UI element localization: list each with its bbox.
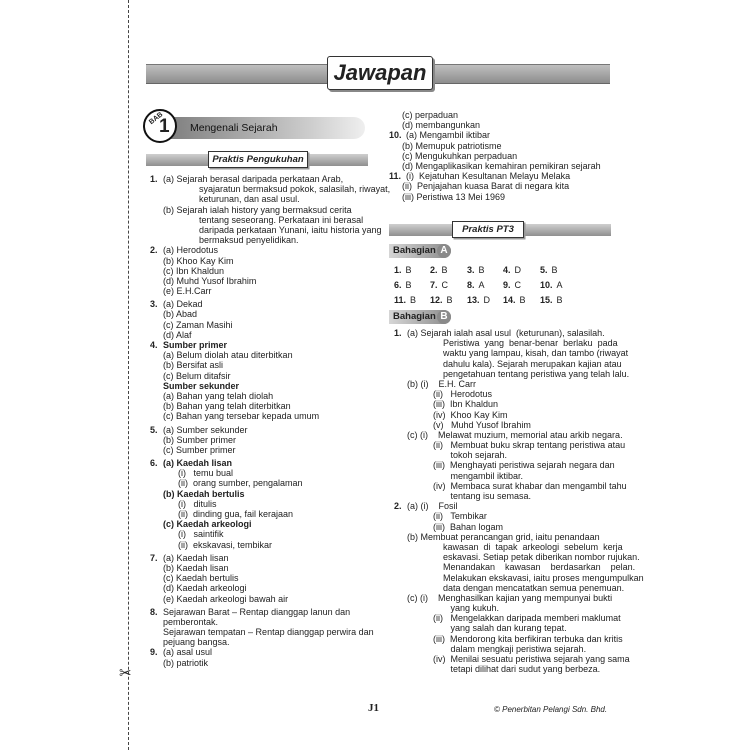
mcq-answer (467, 295, 490, 305)
chapter-header (143, 109, 368, 145)
answer-line (150, 401, 390, 411)
answer-text: (d) membangunkan (402, 120, 481, 131)
answer-line (150, 658, 390, 668)
answer-text: tetapi dilihat dari sudut yang berbeza. (433, 664, 601, 675)
answer-line (150, 330, 390, 340)
answer-text: (d) Alaf (163, 329, 192, 340)
mcq-letter: D (483, 295, 491, 305)
answer-line (394, 491, 644, 501)
answer-line (394, 450, 644, 460)
answer-text: (ii) dinding gua, fail kerajaan (178, 509, 294, 519)
mcq-answer (467, 280, 485, 290)
mcq-answer (394, 295, 416, 305)
answer-line (394, 511, 644, 521)
answer-text: syajaratun bermaksud pokok, salasilah, riwayat, (199, 184, 391, 195)
answer-text: (b) Bersifat asli (163, 360, 224, 371)
mcq-answer (540, 295, 563, 305)
answer-line (150, 647, 390, 657)
answer-text: (a) Bahan yang telah diolah (163, 390, 274, 401)
answer-line (150, 350, 390, 360)
answer-line (150, 235, 390, 245)
answer-line (150, 435, 390, 445)
answer-text: (i) Kejatuhan Kesultanan Melayu Melaka (406, 171, 571, 182)
answer-line (150, 445, 390, 455)
answer-line (150, 381, 390, 391)
answer-text: tentang isu semasa. (433, 491, 532, 501)
question-number: 4. (150, 340, 158, 350)
question-number: 9. (150, 647, 158, 658)
answer-text: (iii) Peristiwa 13 Mei 1969 (402, 191, 506, 202)
answer-text: (ii) ekskavasi, tembikar (178, 539, 273, 550)
answer-text: (a) asal usul (163, 647, 213, 658)
answer-text: dahulu kala). Sejarah merupakan kajian atau (443, 358, 622, 369)
answer-line (394, 552, 644, 562)
chapter-title: Mengenali Sejarah (190, 122, 278, 134)
answer-text: (b) Sumber primer (163, 434, 237, 445)
question-number: 2. (150, 245, 158, 256)
mcq-letter: B (556, 295, 563, 305)
answer-text: Peristiwa yang benar-benar berlaku pada (443, 338, 618, 349)
answer-text: mengambil iktibar. (433, 470, 524, 481)
answer-line (389, 192, 601, 202)
right-answers-top (389, 110, 601, 202)
mcq-number: 8. (467, 280, 475, 290)
answer-text: dalam mengkaji peristiwa sejarah. (433, 643, 587, 654)
answer-text: (e) E.H.Carr (163, 286, 212, 297)
mcq-answer (394, 265, 412, 275)
answer-text: (c) perpaduan (402, 110, 459, 120)
answer-text: (v) Muhd Yusof Ibrahim (433, 419, 531, 430)
answer-text: (a) Mengambil iktibar (406, 130, 491, 141)
answer-text: (a) Kaedah lisan (163, 552, 229, 563)
mcq-answer (503, 265, 521, 275)
answer-line (389, 120, 601, 130)
answer-line (150, 266, 390, 276)
answer-line (394, 603, 644, 613)
answer-line (394, 481, 644, 491)
answer-line (394, 379, 644, 389)
answer-text: (iii) Ibn Khaldun (433, 399, 499, 410)
mcq-answer (467, 265, 485, 275)
mcq-answer (503, 280, 521, 290)
mcq-answer (430, 265, 448, 275)
mcq-answer (430, 280, 448, 290)
answer-text: Sumber primer (163, 340, 228, 350)
page-number: J1 (368, 702, 379, 714)
question-number: 3. (150, 299, 158, 310)
answer-text: (iv) Membaca surat khabar dan mengambil tahu (433, 480, 627, 491)
answer-line (394, 338, 644, 348)
answer-text: (ii) Penjajahan kuasa Barat di negara kita (402, 181, 570, 192)
answer-line (389, 110, 601, 120)
answer-line (150, 553, 390, 563)
answer-text: pemberontak. (163, 616, 219, 627)
answer-line (150, 340, 390, 350)
answer-text: eskavasi. Setiap petak diberikan nombor rujukan. (443, 552, 640, 563)
answer-line (394, 501, 644, 511)
mcq-number: 3. (467, 265, 475, 275)
answer-line (394, 542, 644, 552)
question-number: 8. (150, 606, 158, 617)
answer-text: (ii) Herodotus (433, 389, 493, 400)
answer-text: (c) (i) Melawat muzium, memorial atau arkib negara. (407, 429, 623, 440)
answer-line (150, 299, 390, 309)
answer-text: (i) temu bual (178, 468, 234, 479)
mcq-answer (503, 295, 526, 305)
answer-text: data dengan mencatatkan semua penemuan. (443, 582, 625, 593)
answer-line (394, 593, 644, 603)
answer-text: (d) Kaedah arkeologi (163, 583, 247, 594)
mcq-letter: C (514, 280, 522, 290)
answer-line (394, 573, 644, 583)
chapter-number: 1 (159, 116, 170, 137)
answer-line (394, 532, 644, 542)
answer-line (150, 286, 390, 296)
answer-line (389, 130, 601, 140)
mcq-letter: D (514, 265, 522, 275)
answer-text: Melakukan ekskavasi, iaitu proses mengumpulkan (443, 572, 644, 583)
answer-line (150, 215, 390, 225)
chapter-word: BAB (148, 111, 165, 127)
mcq-letter: A (478, 280, 485, 290)
answer-line (394, 420, 644, 430)
answer-text: (c) Ibn Khaldun (163, 265, 225, 276)
answer-line (150, 320, 390, 330)
answer-line (394, 328, 644, 338)
mcq-number: 1. (394, 265, 402, 275)
answer-line (150, 360, 390, 370)
answer-text: (a) Belum diolah atau diterbitkan (163, 350, 293, 361)
answer-text: (i) ditulis (178, 498, 217, 509)
answer-text: (b) Membuat perancangan grid, iaitu penandaan (407, 531, 600, 542)
answer-text: (c) Zaman Masihi (163, 319, 233, 330)
answer-text: (b) Kaedah bertulis (163, 488, 245, 499)
question-number: 5. (150, 424, 158, 435)
mcq-number: 12. (430, 295, 443, 305)
mcq-number: 11. (394, 295, 407, 305)
answer-line (394, 471, 644, 481)
bahagian-a-letter: A (437, 244, 451, 258)
right-answers-bottom (394, 328, 644, 674)
answer-line (150, 371, 390, 381)
copyright: © Penerbitan Pelangi Sdn. Bhd. (494, 705, 608, 714)
bahagian-a-label: Bahagian (393, 245, 436, 256)
mcq-number: 9. (503, 280, 511, 290)
mcq-number: 4. (503, 265, 511, 275)
answer-text: tokoh sejarah. (433, 450, 508, 461)
mcq-letter: B (519, 295, 526, 305)
answer-line (150, 205, 390, 215)
answer-text: (ii) Mengelakkan daripada memberi maklumat (433, 613, 621, 624)
answer-text: yang salah dan kurang tepat. (433, 623, 567, 634)
answer-line (394, 348, 644, 358)
answer-line (150, 583, 390, 593)
answer-line (150, 617, 390, 627)
mcq-number: 7. (430, 280, 438, 290)
mcq-letter: B (551, 265, 558, 275)
answer-line (389, 151, 601, 161)
answer-text: waktu yang lampau, kisah, dan tambo (riwayat (443, 348, 629, 359)
answer-text: (iii) Mendorong kita berfikiran terbuka dan kritis (433, 633, 623, 644)
answer-line (389, 141, 601, 151)
answer-line (150, 499, 390, 509)
answer-text: (a) (i) Fosil (407, 501, 458, 512)
answer-text: yang kukuh. (433, 603, 500, 614)
mcq-number: 2. (430, 265, 438, 275)
mcq-letter: B (478, 265, 485, 275)
answer-text: (b) Sejarah ialah history yang bermaksud cerita (163, 204, 352, 215)
bahagian-a-header (389, 244, 451, 258)
answer-line (150, 391, 390, 401)
scissors-icon: ✂ (119, 665, 132, 682)
mcq-letter: B (405, 280, 412, 290)
answer-text: Sejarawan Barat – Rentap dianggap lanun dan (163, 606, 351, 617)
answer-text: (iii) Bahan logam (433, 521, 504, 532)
answer-line (150, 563, 390, 573)
answer-line (394, 583, 644, 593)
answer-text: (e) Kaedah arkeologi bawah air (163, 593, 289, 604)
answer-text: (a) Sejarah berasal daripada perkataan Arab, (163, 174, 344, 184)
answer-line (150, 458, 390, 468)
mcq-number: 13. (467, 295, 480, 305)
answer-text: (b) (i) E.H. Carr (407, 378, 476, 389)
answer-line (150, 174, 390, 184)
question-number: 1. (150, 174, 158, 184)
answer-text: (c) Belum ditafsir (163, 370, 231, 381)
answer-line (394, 634, 644, 644)
answer-line (394, 522, 644, 532)
answer-text: pejuang bangsa. (163, 637, 230, 648)
left-answers (150, 174, 390, 668)
question-number: 1. (394, 328, 402, 338)
mcq-letter: B (446, 295, 453, 305)
cut-line (128, 0, 129, 750)
question-number: 2. (394, 501, 402, 512)
answer-line (150, 245, 390, 255)
answer-line (150, 529, 390, 539)
answer-line (150, 489, 390, 499)
answer-line (150, 309, 390, 319)
answer-text: keturunan, dan asal usul. (199, 194, 300, 205)
mcq-number: 5. (540, 265, 548, 275)
answer-line (150, 276, 390, 286)
answer-text: (i) saintifik (178, 529, 224, 540)
answer-text: (a) Herodotus (163, 245, 219, 256)
answer-text: Menandakan kawasan berdasarkan pelan. (443, 562, 636, 573)
answer-text: (b) Abad (163, 309, 198, 320)
answer-text: bermaksud penyelidikan. (199, 235, 299, 246)
answer-line (394, 410, 644, 420)
answer-line (150, 573, 390, 583)
answer-line (150, 519, 390, 529)
answer-line (150, 425, 390, 435)
mcq-answer (430, 295, 453, 305)
answer-line (389, 161, 601, 171)
answer-line (394, 399, 644, 409)
mcq-letter: A (556, 280, 563, 290)
mcq-letter: B (410, 295, 417, 305)
answer-line (150, 194, 390, 204)
answer-text: (b) patriotik (163, 657, 209, 668)
answer-text: (b) Khoo Kay Kim (163, 255, 234, 266)
mcq-letter: C (441, 280, 449, 290)
answer-text: kawasan di tapak arkeologi sebelum kerja (443, 541, 623, 552)
answer-text: tentang seseorang. Perkataan ini berasal (199, 214, 364, 225)
answer-line (150, 627, 390, 637)
bahagian-b-label: Bahagian (393, 311, 436, 322)
answer-text: (c) Kaedah bertulis (163, 573, 239, 584)
answer-line (150, 256, 390, 266)
answer-text: (c) Sumber primer (163, 444, 236, 455)
answer-line (389, 171, 601, 181)
mcq-answer (394, 280, 412, 290)
mcq-letter: B (405, 265, 412, 275)
answer-text: (b) Memupuk patriotisme (402, 140, 502, 151)
answer-text: (a) Sejarah ialah asal usul (keturunan), salasilah. (407, 328, 605, 338)
answer-line (394, 623, 644, 633)
section-title-right: Praktis PT3 (452, 221, 524, 238)
mcq-answer (540, 265, 558, 275)
answer-text: (a) Dekad (163, 299, 203, 310)
question-number: 11. (389, 171, 402, 182)
answer-text: (c) Bahan yang tersebar kepada umum (163, 411, 320, 422)
answer-text: (c) Mengukuhkan perpaduan (402, 150, 518, 161)
answer-line (394, 613, 644, 623)
answer-text: (a) Kaedah lisan (163, 458, 233, 469)
answer-line (394, 644, 644, 654)
section-title-left: Praktis Pengukuhan (208, 151, 308, 168)
answer-text: (c) (i) Menghasilkan kajian yang mempunyai bukti (407, 592, 613, 603)
answer-line (150, 184, 390, 194)
answer-line (394, 460, 644, 470)
answer-line (394, 359, 644, 369)
bahagian-b-header (389, 310, 451, 324)
question-number: 7. (150, 552, 158, 563)
mcq-number: 14. (503, 295, 516, 305)
answer-line (150, 540, 390, 550)
answer-text: daripada perkataan Yunani, iaitu historia yang (199, 224, 382, 235)
answer-line (394, 654, 644, 664)
chapter-badge (143, 109, 177, 143)
answer-line (150, 509, 390, 519)
answer-line (394, 430, 644, 440)
answer-line (150, 411, 390, 421)
question-number: 10. (389, 130, 402, 141)
question-number: 6. (150, 458, 158, 469)
answer-text: (iii) Menghayati peristiwa sejarah negara dan (433, 460, 615, 471)
answer-line (150, 478, 390, 488)
mcq-letter: B (441, 265, 448, 275)
answer-text: (iv) Menilai sesuatu peristiwa sejarah yang sama (433, 654, 630, 664)
answer-line (150, 607, 390, 617)
answer-text: (d) Mengaplikasikan kemahiran pemikiran sejarah (402, 160, 601, 171)
mcq-number: 15. (540, 295, 553, 305)
answer-text: (d) Muhd Yusof Ibrahim (163, 275, 257, 286)
answer-text: (ii) Tembikar (433, 511, 487, 522)
mcq-number: 6. (394, 280, 402, 290)
answer-line (150, 637, 390, 647)
answer-text: (c) Kaedah arkeologi (163, 519, 252, 530)
answer-text: (ii) Membuat buku skrap tentang peristiwa atau (433, 440, 626, 451)
page-title: Jawapan (327, 56, 433, 90)
answer-line (389, 181, 601, 191)
answer-line (394, 562, 644, 572)
answer-text: Sumber sekunder (163, 380, 240, 391)
answer-text: (a) Sumber sekunder (163, 424, 248, 435)
answer-text: (iv) Khoo Kay Kim (433, 409, 508, 420)
bahagian-b-letter: B (437, 310, 451, 324)
answer-text: pengetahuan tentang peristiwa yang telah lalu. (443, 368, 630, 379)
answer-line (150, 594, 390, 604)
mcq-answer (540, 280, 563, 290)
answer-line (394, 369, 644, 379)
answer-line (394, 664, 644, 674)
answer-text: (ii) orang sumber, pengalaman (178, 478, 303, 489)
answer-text: Sejarawan tempatan – Rentap dianggap perwira dan (163, 627, 374, 638)
answer-line (394, 440, 644, 450)
answer-text: (b) Kaedah lisan (163, 562, 229, 573)
answer-line (150, 468, 390, 478)
answer-text: (b) Bahan yang telah diterbitkan (163, 401, 291, 412)
answer-line (150, 225, 390, 235)
answer-line (394, 389, 644, 399)
mcq-number: 10. (540, 280, 553, 290)
